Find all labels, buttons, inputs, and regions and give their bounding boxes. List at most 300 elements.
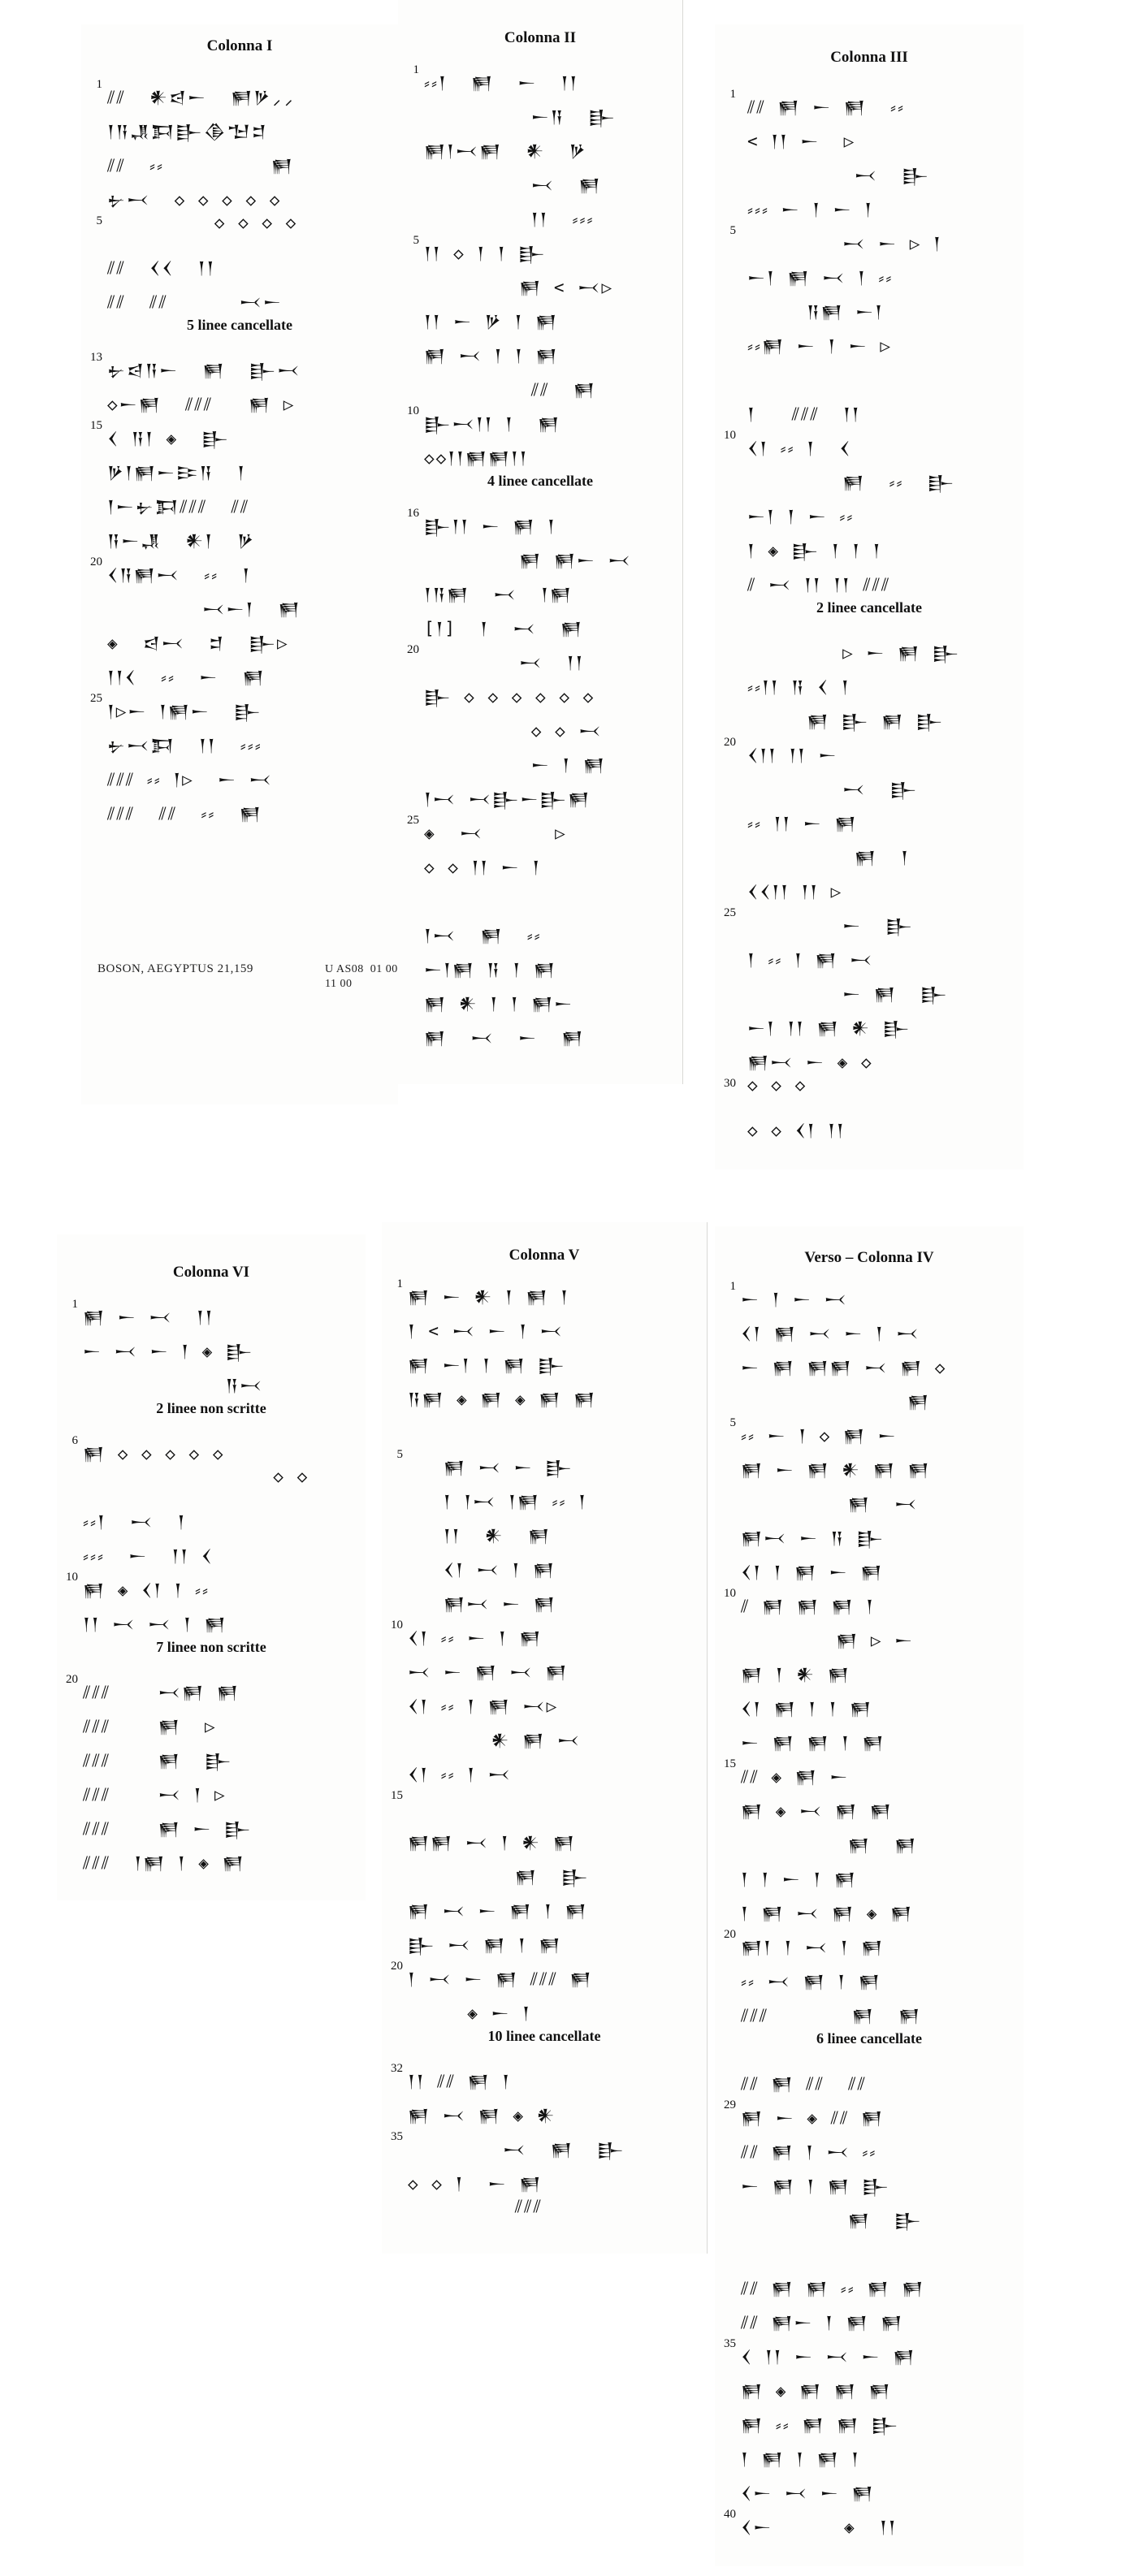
text-line — [382, 2124, 707, 2158]
cuneiform-signs: 𒁹 𒂍 𒁹 𒂍 𒁹 — [741, 2449, 860, 2469]
text-line — [715, 1580, 1024, 1614]
text-line — [81, 106, 398, 140]
text-line — [398, 773, 682, 807]
text-line — [382, 1851, 707, 1885]
cuneiform-signs: 𒀸 𒁁 𒀸 𒁹 ◈ 𒃲 — [83, 1342, 254, 1361]
cuneiform-signs: 𒀸 𒁹 𒂍 — [424, 755, 606, 775]
text-line — [715, 2126, 1024, 2160]
column-4-lines — [715, 1273, 1024, 2535]
cuneiform-signs: 𒁹𒁹 ⸗⸗⸗ — [424, 210, 595, 229]
line-number: 5 — [396, 1448, 403, 1461]
cuneiform-signs: 𒁹𒁹 ◇ 𒁹 𒁹 𒃲 — [424, 244, 547, 263]
cuneiform-signs: 𒌋𒁹 𒁹 𒂍 𒀸 𒂍 — [741, 1562, 884, 1582]
cuneiform-signs: 𒀀𒁁 — [83, 1376, 264, 1395]
cuneiform-signs: ◈ 𒁀𒁁 𒄑 𒃲▷ — [107, 633, 289, 653]
text-line — [715, 1921, 1024, 1956]
text-line — [715, 2501, 1024, 2535]
cuneiform-signs: 𒁹 𒁹𒁁 𒁹𒂍 ⸗⸗ 𒁹 — [408, 1492, 587, 1511]
text-line — [715, 354, 1024, 388]
cuneiform-signs: 𒃻𒁹𒂍𒀸𒄿𒀀 𒁹 — [107, 463, 246, 482]
cuneiform-signs: ⸗⸗ 𒀸 𒁹 ◇ 𒂍 𒀸 — [741, 1426, 898, 1446]
text-line — [715, 627, 1024, 661]
column-2-panel — [398, 0, 683, 1084]
text-line — [81, 174, 398, 208]
cuneiform-signs: 𒀀𒂍 ◈ 𒂍 ◈ 𒂍 𒂍 — [408, 1390, 597, 1409]
text-line — [715, 1273, 1024, 1307]
line-number: 25 — [724, 906, 736, 919]
line-number: 29 — [724, 2098, 736, 2111]
cuneiform-signs: 𒂍 — [741, 1392, 931, 1411]
text-line — [715, 2058, 1024, 2092]
text-line — [81, 276, 398, 310]
cuneiform-signs: ⸗⸗ 𒁹𒁹 𒀸 𒂍 — [747, 814, 858, 833]
cuneiform-signs: 𒉡𒁁 ◇ ◇ ◇ ◇ ◇ — [107, 190, 282, 210]
column-4-panel — [715, 1226, 1024, 2566]
cuneiform-signs: 𒀸 𒂍 𒂍𒂍 𒁁 𒂍 ◇ — [741, 1358, 947, 1377]
text-line — [715, 1853, 1024, 1887]
cuneiform-signs: 𒁹𒁹 𒀭 𒂍 — [408, 1526, 552, 1545]
cuneiform-signs: ◇ ◇ 𒁹𒁹 𒀸 𒁹 — [424, 858, 542, 877]
cuneiform-signs: 𒁁 𒃲 — [747, 166, 930, 185]
text-line — [382, 1987, 707, 2021]
text-line — [715, 320, 1024, 354]
text-line — [715, 1956, 1024, 1990]
text-line — [382, 1407, 707, 1441]
cuneiform-signs: 𒀀𒀸𒂗 𒀭𒁹 𒃻 — [107, 531, 256, 551]
text-line — [715, 218, 1024, 252]
cuneiform-signs: ⫽⫽ ⸗⸗ 𒂍 — [107, 156, 294, 175]
cuneiform-signs: 𒁹 𒂍 𒁁 𒂍 ◈ 𒂍 — [741, 1904, 914, 1923]
text-line — [715, 1819, 1024, 1853]
cuneiform-signs: ◇ ◇ — [83, 1467, 309, 1486]
cuneiform-signs: 𒁹 ◈ 𒃲 𒁹 𒁹 𒁹 — [747, 541, 882, 560]
text-line — [57, 1803, 366, 1837]
text-line — [382, 1612, 707, 1646]
cuneiform-signs: 𒁹𒀀𒂍 𒁁 𒁹𒂍 — [424, 585, 573, 604]
text-line — [382, 1441, 707, 1476]
text-line — [57, 1769, 366, 1803]
text-line — [81, 447, 398, 481]
cuneiform-signs: 𒁹 < 𒁁 𒀸 𒁹 𒁁 — [408, 1321, 564, 1341]
cuneiform-signs: 𒁹𒁁 𒁁𒃲𒀸𒃲𒂍 — [424, 789, 591, 809]
cuneiform-signs: 𒂍 𒃲 — [408, 1867, 590, 1887]
cuneiform-signs: 𒀀𒂍 𒀸𒁹 — [747, 302, 884, 322]
cuneiform-signs: 𒁁 𒃲 — [747, 780, 919, 799]
cuneiform-signs: 𒌋𒁹 ⸗⸗ 𒁹 𒁁 — [408, 1765, 512, 1784]
text-line — [382, 1476, 707, 1510]
cuneiform-signs: 𒂍 ◇ ◇ ◇ ◇ ◇ — [83, 1444, 225, 1463]
column-5-lines — [382, 1271, 707, 2226]
column-5-panel — [382, 1222, 708, 2254]
line-number: 10 — [407, 404, 419, 417]
text-line — [81, 754, 398, 788]
text-line — [57, 1530, 366, 1564]
line-number: 1 — [71, 1298, 78, 1311]
line-number: 20 — [90, 555, 102, 568]
cuneiform-signs: 𒂍 𒁁 𒀸 𒂍 — [424, 1028, 585, 1048]
cuneiform-signs: 𒌋𒁹 𒁁 𒁹 𒂍 — [408, 1560, 556, 1580]
line-number: 1 — [396, 1277, 403, 1290]
cuneiform-signs: 𒀸𒁹𒂍 𒀀 𒁹 𒂍 — [424, 960, 556, 979]
line-number: 35 — [391, 2130, 403, 2143]
line-number: 1 — [96, 78, 102, 91]
line-number: 20 — [407, 643, 419, 656]
text-line — [81, 140, 398, 174]
text-line — [715, 900, 1024, 934]
cuneiform-signs: 𒂍 ⸗⸗ 𒂍 𒂍 𒃲 — [741, 2415, 900, 2435]
text-line — [398, 398, 682, 432]
cuneiform-signs: 𒂍 ◈ 𒂍 𒂍 𒂍 — [741, 2381, 892, 2401]
cuneiform-signs: 𒁁 𒀸 ▷ 𒁹 — [747, 234, 942, 253]
text-line — [715, 1614, 1024, 1649]
text-line — [715, 1546, 1024, 1580]
text-line — [57, 1837, 366, 1871]
text-line — [715, 1002, 1024, 1036]
cuneiform-signs: ⫽⫽ 𒀭𒁀𒀸 𒂍𒃻⸝⸝ — [107, 88, 296, 107]
text-line — [715, 388, 1024, 422]
text-line — [382, 2158, 707, 2192]
section-note: 2 linee non scritte — [156, 1400, 266, 1416]
text-line — [81, 242, 398, 276]
text-line — [382, 1305, 707, 1339]
text-line — [81, 549, 398, 583]
cuneiform-signs: ⫽⫽ 𒂍 ⫽⫽ ⫽⫽ — [741, 2074, 867, 2094]
text-line — [715, 2331, 1024, 2365]
text-line — [715, 2194, 1024, 2228]
cuneiform-signs: ▷ 𒀸 𒂍 𒃲 — [747, 643, 961, 663]
text-line — [715, 1887, 1024, 1921]
section-note: 6 linee cancellate — [816, 2030, 922, 2047]
text-line — [81, 651, 398, 685]
line-number: 5 — [729, 1416, 736, 1429]
cuneiform-signs: ⸗⸗𒁹 𒁁 𒁹 — [83, 1512, 187, 1532]
line-number: 1 — [729, 88, 736, 101]
cuneiform-signs: ⸗⸗ 𒁁 𒂍 𒁹 𒂍 — [741, 1972, 881, 1991]
text-line — [715, 81, 1024, 115]
text-line — [81, 788, 398, 822]
text-line — [382, 2090, 707, 2124]
text-line — [715, 491, 1024, 525]
text-line — [398, 603, 682, 637]
text-line — [398, 807, 682, 841]
text-line — [398, 91, 682, 125]
cuneiform-signs: ⸗⸗⸗ 𒀸 𒁹𒁹 𒌋 — [83, 1546, 214, 1566]
cuneiform-signs: ⫽⫽⫽ 𒂍 𒀸 𒃲 — [83, 1819, 253, 1839]
text-line — [715, 1376, 1024, 1410]
section-note: 7 linee non scritte — [156, 1639, 266, 1655]
line-number: 35 — [724, 2337, 736, 2350]
cuneiform-signs: ◇◇𒁹𒁹𒂍𒂍𒁹𒁹 — [424, 448, 529, 468]
text-line — [398, 705, 682, 739]
text-line — [715, 286, 1024, 320]
text-line — [398, 568, 682, 603]
cuneiform-signs: 𒀸𒁹 𒂍 𒁁 𒁹 ⸗⸗ — [747, 268, 894, 287]
text-line — [57, 1359, 366, 1394]
cuneiform-signs: 𒌋𒁹 𒂍 𒁹 𒁹 𒂍 — [741, 1699, 873, 1718]
section-note: 2 linee cancellate — [816, 599, 922, 616]
cuneiform-signs: 𒂍 ◈ 𒌋𒁹 𒁹 ⸗⸗ — [83, 1580, 210, 1600]
column-5-title: Colonna V — [509, 1247, 580, 1264]
text-line — [715, 832, 1024, 866]
cuneiform-signs: ⫽⫽⫽ ⸗⸗ 𒁹▷ 𒀸 𒁁 — [107, 770, 273, 789]
column-6-lines — [57, 1291, 366, 1871]
text-line — [715, 115, 1024, 149]
text-line — [81, 617, 398, 651]
cuneiform-signs: 𒉡𒁁𒁕 𒁹𒁹 ⸗⸗⸗ — [107, 736, 262, 755]
text-line — [382, 1714, 707, 1748]
text-line — [715, 2297, 1024, 2331]
line-number: 6 — [71, 1434, 78, 1447]
cuneiform-signs: 𒃲 𒁁 𒂍 𒁹 𒂍 — [408, 1935, 562, 1955]
line-number: 10 — [66, 1571, 78, 1584]
cuneiform-signs: 𒂍 𒃲 𒂍 𒃲 — [747, 711, 945, 731]
text-line — [81, 481, 398, 515]
text-line — [715, 695, 1024, 729]
cuneiform-signs: 𒂍𒁁 𒀸 ◈ ◇ — [747, 1052, 873, 1072]
text-line — [715, 797, 1024, 832]
text-line — [382, 1544, 707, 1578]
text-line — [715, 866, 1024, 900]
text-line — [715, 729, 1024, 763]
cuneiform-signs: ⫽⫽⫽ 𒁁 𒁹 ▷ — [83, 1785, 227, 1804]
cuneiform-signs: 𒁁 𒀸 𒂍 𒁁 𒂍 — [408, 1662, 569, 1682]
line-number: 10 — [724, 429, 736, 442]
text-line — [715, 1785, 1024, 1819]
cuneiform-signs: ⫽⫽⫽ 𒂍 ▷ — [83, 1717, 217, 1736]
text-line — [382, 1953, 707, 1987]
text-line — [57, 1666, 366, 1701]
section-note: 4 linee cancellate — [487, 473, 593, 489]
text-line — [715, 525, 1024, 559]
text-line — [382, 1510, 707, 1544]
text-line — [81, 583, 398, 617]
text-line — [715, 968, 1024, 1002]
text-line — [57, 1701, 366, 1735]
column-3-lines — [715, 81, 1024, 1139]
column-4-title: Verso – Colonna IV — [804, 1249, 934, 1266]
cuneiform-signs: 𒂍 𒀸 𒀭 𒁹 𒂍 𒁹 — [408, 1287, 569, 1307]
text-line — [398, 57, 682, 91]
line-number: 20 — [391, 1960, 403, 1973]
line-number: 5 — [96, 214, 102, 227]
text-line — [382, 1783, 707, 1817]
text-line — [715, 184, 1024, 218]
text-line — [715, 2365, 1024, 2399]
cuneiform-signs: ◈ 𒁁 ▷ — [424, 823, 567, 843]
text-line — [715, 1444, 1024, 1478]
cuneiform-signs: 𒀸 𒂍 𒂍 𒁹 𒂍 — [741, 1733, 885, 1753]
cuneiform-signs: 𒂍 𒀭 𒁹 𒁹 𒂍𒀸 — [424, 994, 574, 1014]
column-3-panel — [715, 24, 1024, 1169]
text-line — [398, 637, 682, 671]
cuneiform-signs: ◇ ◇ 𒁁 — [424, 721, 603, 741]
cuneiform-signs: 𒁁 𒁹𒁹 — [424, 653, 585, 672]
cuneiform-signs: 𒂍 𒀸 𒁁 𒁹𒁹 — [83, 1307, 214, 1327]
text-line — [715, 2092, 1024, 2126]
text-line — [715, 1307, 1024, 1342]
cuneiform-signs: ⫽⫽ 𒌋𒌋 𒁹𒁹 — [107, 258, 216, 278]
cuneiform-signs: 𒂍 ◈ 𒁁 𒂍 𒂍 — [741, 1801, 893, 1821]
cuneiform-signs: 𒁁𒀸𒁹 𒂍 — [107, 599, 301, 619]
cuneiform-signs: 𒂍𒁹 𒁹 𒁁 𒁹 𒂍 — [741, 1938, 885, 1957]
cuneiform-signs: 𒁹▷𒀸 𒁹𒂍𒀸 𒃲 — [107, 702, 262, 721]
text-line — [715, 1717, 1024, 1751]
cuneiform-signs: 𒂍𒁁 𒀸 𒂍 — [408, 1594, 556, 1614]
text-line — [715, 1104, 1024, 1139]
cuneiform-signs: 𒀸𒁹 𒁹𒁹 𒂍 𒀭 𒃲 — [747, 1018, 911, 1038]
text-line — [715, 2399, 1024, 2433]
text-line — [715, 1683, 1024, 1717]
cuneiform-signs: 𒀸𒁹 𒁹 𒀸 ⸗⸗ — [747, 507, 855, 526]
cuneiform-signs: 𒀸 𒁹 𒀸 𒁁 — [741, 1290, 848, 1309]
cuneiform-signs: ◈ 𒀸 𒁹 — [408, 2003, 531, 2023]
cuneiform-signs: ⫽⫽⫽ 𒂍 𒂍 — [741, 2006, 922, 2025]
text-line — [398, 944, 682, 978]
cuneiform-signs: 𒁹𒁁 𒂍 ⸗⸗ — [424, 926, 542, 945]
text-line — [382, 1885, 707, 1919]
text-line — [715, 559, 1024, 593]
column-1-panel — [81, 24, 398, 1104]
text-line — [382, 2192, 707, 2226]
cuneiform-signs: 𒂍 𒀸𒁹 𒁹 𒂍 𒃲 — [408, 1355, 566, 1375]
cuneiform-signs: 𒂍 𒁁 𒀸 𒃲 — [408, 1458, 573, 1477]
text-line — [715, 934, 1024, 968]
cuneiform-signs: 𒁹𒁹 𒁁 𒁁 𒁹 𒂍 — [83, 1614, 227, 1634]
cuneiform-signs: 𒀸 𒃲 — [747, 916, 914, 936]
cuneiform-signs: 𒂍 𒀸 ◈ ⫽⫽ 𒂍 — [741, 2108, 885, 2128]
line-number: 1 — [729, 1280, 736, 1293]
cuneiform-signs: 𒌋𒁹 ⸗⸗ 𒁹 𒌋 — [747, 439, 852, 458]
cuneiform-signs: 𒂍 𒁁 𒀸 𒂍 𒁹 𒂍 — [408, 1901, 588, 1921]
text-line — [398, 125, 682, 159]
text-line — [398, 159, 682, 193]
text-line — [398, 875, 682, 910]
text-line — [715, 1342, 1024, 1376]
source-citation: BOSON, AEGYPTUS 21,159 — [97, 962, 253, 975]
text-line — [715, 422, 1024, 456]
text-line — [715, 1036, 1024, 1070]
text-line — [398, 1012, 682, 1046]
cuneiform-signs: 𒂍 ⸗⸗ 𒃲 — [747, 473, 956, 492]
text-line — [81, 208, 398, 242]
text-line — [382, 1373, 707, 1407]
text-line — [398, 739, 682, 773]
text-line — [57, 1291, 366, 1325]
cuneiform-signs: 𒂍 𒁁 𒁹 𒁹 𒂍 — [424, 346, 559, 365]
cuneiform-signs: 𒂍𒂍 𒁁 𒁹 𒀭 𒂍 — [408, 1833, 576, 1852]
line-number: 1 — [413, 63, 419, 76]
column-1-lines — [81, 71, 398, 822]
catalog-reference: U AS08 01 00 11 00 — [325, 963, 398, 990]
column-6-panel — [57, 1234, 366, 1900]
cuneiform-signs: 𒂍 ▷ 𒀸 — [741, 1631, 915, 1650]
cuneiform-signs: 𒌋𒁹 ⸗⸗ 𒀸 𒁹 𒂍 — [408, 1628, 543, 1648]
column-6-title: Colonna VI — [172, 1264, 250, 1281]
text-line — [715, 661, 1024, 695]
cuneiform-signs: 𒁁 𒂍 — [424, 175, 602, 195]
cuneiform-signs: 𒌋𒁹𒁹 𒁹𒁹 𒀸 — [747, 746, 838, 765]
cuneiform-signs: 𒀸 𒂍 𒃲 — [747, 984, 949, 1004]
cuneiform-signs: 𒂍 𒁁 — [741, 1494, 919, 1514]
cuneiform-signs: ⸗⸗𒂍 𒀸 𒁹 𒀸 ▷ — [747, 336, 892, 356]
cuneiform-signs: 𒃲𒁹𒁹 𒀸 𒂍 𒁹 — [424, 516, 556, 536]
text-line — [81, 71, 398, 106]
text-line — [715, 2160, 1024, 2194]
line-number: 10 — [391, 1619, 403, 1632]
cuneiform-signs: 𒂍𒁹𒁁𒂍 𒀭 𒃻 — [424, 141, 587, 161]
cuneiform-signs: ◇ ◇ 𒌋𒁹 𒁹𒁹 — [747, 1121, 846, 1140]
cuneiform-signs: ⫽ 𒁁 𒁹𒁹 𒁹𒁹 ⫽⫽⫽ — [747, 575, 891, 594]
text-line — [81, 685, 398, 720]
cuneiform-signs: 𒂍 𒂍 — [741, 1835, 918, 1855]
text-line — [57, 1496, 366, 1530]
text-line — [398, 432, 682, 466]
cuneiform-signs: ⫽⫽ ◈ 𒂍 𒀸 — [741, 1767, 850, 1787]
cuneiform-signs: 𒁹𒁹 ⫽⫽ 𒂍 𒁹 — [408, 2072, 511, 2091]
cuneiform-signs: ⫽⫽⫽ 𒁁𒂍 𒂍 — [83, 1683, 240, 1702]
cuneiform-signs: 𒀸 𒂍 𒁹 𒂍 𒃲 — [741, 2176, 890, 2196]
cuneiform-signs: 𒌋𒌋𒁹𒁹 𒁹𒁹 ▷ — [747, 882, 843, 901]
cuneiform-signs: 𒂍 < 𒁁▷ — [424, 278, 614, 297]
text-line — [715, 1478, 1024, 1512]
line-number: 25 — [90, 692, 102, 705]
text-line — [715, 1751, 1024, 1785]
line-number: 20 — [66, 1673, 78, 1686]
cuneiform-signs: 𒂍 𒃲 — [741, 2211, 923, 2230]
text-line — [81, 378, 398, 413]
text-line — [57, 1598, 366, 1632]
cuneiform-signs: ⫽⫽⫽ 𒁹𒂍 𒁹 ◈ 𒂍 — [83, 1853, 245, 1873]
cuneiform-signs: ⫽⫽ 𒂍 𒀸 𒂍 ⸗⸗ — [747, 97, 906, 117]
text-line — [382, 1919, 707, 1953]
cuneiform-signs: 𒁹𒀀𒂗𒁕𒃲𒆠𒈠𒄑 — [107, 122, 268, 141]
cuneiform-signs: ⫽⫽ ⫽⫽ 𒁁𒀸 — [107, 292, 283, 312]
text-line — [715, 2263, 1024, 2297]
cuneiform-signs: 𒌋𒁹 𒂍 𒁁 𒀸 𒁹 𒁁 — [741, 1324, 920, 1343]
cuneiform-signs: 𒉡𒁀𒀀𒀸 𒂍 𒃲𒁁 — [107, 361, 301, 380]
text-line — [57, 1462, 366, 1496]
text-line — [398, 330, 682, 364]
line-number: 40 — [724, 2508, 736, 2521]
text-line — [382, 1339, 707, 1373]
cuneiform-signs: 𒁹 ⫽⫽⫽ 𒁹𒁹 — [747, 404, 861, 424]
cuneiform-signs: 𒂍 𒁹 𒀭 𒂍 — [741, 1665, 850, 1684]
text-line — [81, 413, 398, 447]
text-line — [57, 1325, 366, 1359]
text-line — [715, 2467, 1024, 2501]
cuneiform-signs: 𒁹 𒁹 𒀸 𒁹 𒂍 — [741, 1869, 857, 1889]
cuneiform-signs: 𒃲 ◇ ◇ ◇ ◇ ◇ ◇ — [424, 687, 595, 707]
cuneiform-signs: 𒌋𒀸 ◈ 𒁹𒁹 — [741, 2518, 898, 2537]
cuneiform-signs: ⫽⫽ 𒂍 𒂍 ⸗⸗ 𒂍 𒂍 — [741, 2279, 925, 2298]
line-number: 20 — [724, 1928, 736, 1941]
text-line — [382, 1680, 707, 1714]
text-line — [398, 193, 682, 227]
section-note: 5 linee cancellate — [187, 317, 292, 333]
line-number: 16 — [407, 507, 419, 520]
text-line — [57, 1564, 366, 1598]
column-1-title: Colonna I — [206, 37, 273, 54]
cuneiform-signs: ⫽ 𒂍 𒂍 𒂍 𒁹 — [741, 1597, 875, 1616]
text-line — [382, 2055, 707, 2090]
cuneiform-signs: ◇ ◇ 𒁹 𒀸 𒂍 — [408, 2174, 543, 2193]
line-number: 5 — [729, 224, 736, 237]
line-number: 15 — [90, 419, 102, 432]
text-line — [715, 1512, 1024, 1546]
text-line — [57, 1735, 366, 1769]
cuneiform-signs: ⫽⫽ 𒂍𒀸 𒁹 𒂍 𒂍 — [741, 2313, 904, 2332]
text-line — [715, 2228, 1024, 2263]
